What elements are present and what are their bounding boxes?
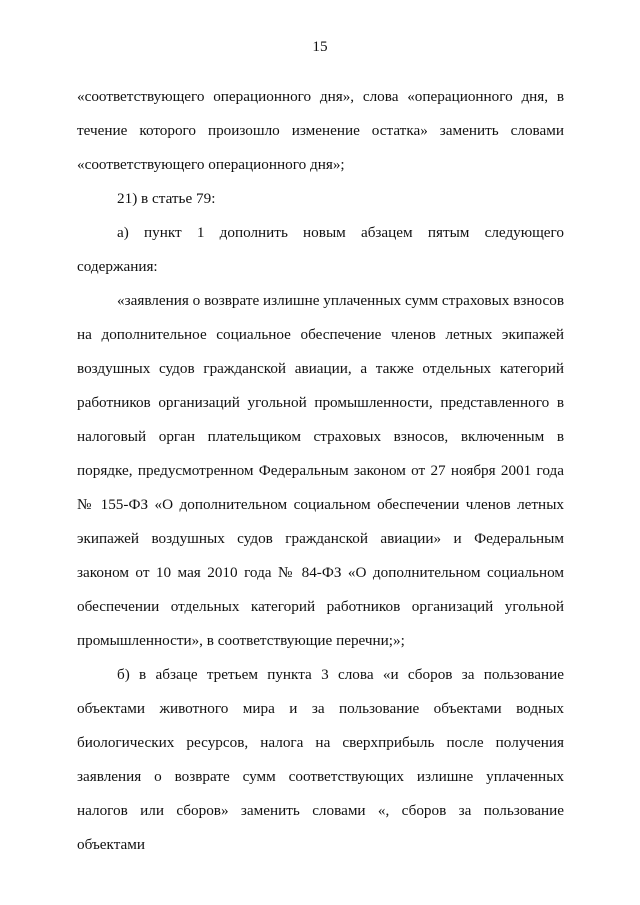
paragraph-article-79: 21) в статье 79:	[117, 190, 216, 207]
page-number: 15	[312, 38, 328, 55]
paragraph-point-a: а) пункт 1 дополнить новым абзацем пятым следующего содержания:	[77, 224, 564, 275]
paragraph-point-b: б) в абзаце третьем пункта 3 слова «и сборов за пользование объектами животного мира и за пользование объектами водных биологических ресурсов, налога на сверхприбыль после получения заявления о возврате сумм соответствующих излишне уплаченных налогов или сборов» заменить словами «, сборов за пользование объектами	[77, 666, 564, 853]
document-body	[77, 80, 564, 862]
paragraph-quoted-insert: «заявления о возврате излишне уплаченных сумм страховых взносов на дополнительное социальное обеспечение членов летных экипажей воздушных судов гражданской авиации, а также отдельных категорий работников организаций угольной промышленности, представленного в налоговый орган плательщиком страховых взносов, включенным в порядке, предусмотренном Федеральным законом от 27 ноября 2001 года № 155-ФЗ «О дополнительном социальном обеспечении членов летных экипажей воздушных судов гражданской авиации» и Федеральным законом от 10 мая 2010 года № 84-ФЗ «О дополнительном социальном обеспечении отдельных категорий работников организаций угольной промышленности», в соответствующие перечни;»;	[77, 292, 564, 649]
paragraph-continuation: «соответствующего операционного дня», слова «операционного дня, в течение которого произошло изменение остатка» заменить словами «соответствующего операционного дня»;	[77, 88, 564, 173]
